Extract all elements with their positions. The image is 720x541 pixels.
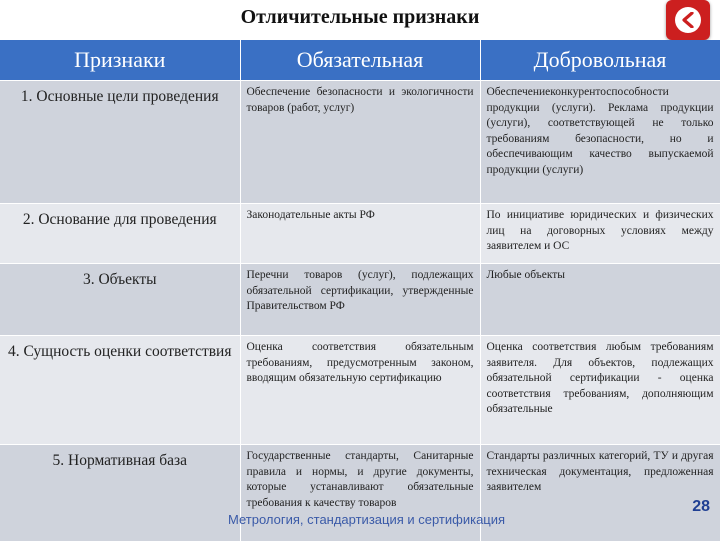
mandatory-cell: Перечни товаров (услуг), подлежащих обязательной сертификации, утвержденные Правительством РФ: [240, 264, 480, 336]
row-label: 1. Основные цели проведения: [0, 81, 240, 204]
row-label: 2. Основание для проведения: [0, 204, 240, 264]
row-label: 4. Сущность оценки соответствия: [0, 336, 240, 445]
header-features: Признаки: [0, 40, 240, 81]
voluntary-cell: Любые объекты: [480, 264, 720, 336]
voluntary-cell: Оценка соответствия любым требованиям заявителя. Для объектов, подлежащих обязательной сертификации - оценка соответствия требованиям, дополняющим обязательные: [480, 336, 720, 445]
back-button[interactable]: [666, 0, 710, 40]
table-header-row: [0, 40, 720, 81]
voluntary-cell: Обеспечениеконкурентоспособности продукции (услуги). Реклама продукции (услуги), соответствующей не только требованиям безопасности, но и обеспечивающим качество выпускаемой продукции (услуги): [480, 81, 720, 204]
row-label: 3. Объекты: [0, 264, 240, 336]
header-voluntary: Добровольная: [480, 40, 720, 81]
mandatory-cell: Обеспечение безопасности и экологичности товаров (работ, услуг): [240, 81, 480, 204]
table-row: [0, 336, 720, 445]
mandatory-cell: Государственные стандарты, Санитарные правила и нормы, и другие документы, которые устанавливают обязательные требования к качеству товаров: [240, 445, 480, 541]
chevron-left-icon: [675, 7, 701, 33]
voluntary-cell: По инициативе юридических и физических лиц на договорных условиях между заявителем и ОС: [480, 204, 720, 264]
mandatory-cell: Оценка соответствия обязательным требованиям, предусмотренным законом, вводящим обязательную сертификацию: [240, 336, 480, 445]
page-number: 28: [692, 498, 710, 515]
table-row: [0, 264, 720, 336]
header-mandatory: Обязательная: [240, 40, 480, 81]
page-title: Отличительные признаки: [240, 6, 480, 28]
mandatory-cell: Законодательные акты РФ: [240, 204, 480, 264]
voluntary-cell: Стандарты различных категорий, ТУ и другая техническая документация, предложенная заявителем: [480, 445, 720, 541]
row-label: 5. Нормативная база: [0, 445, 240, 541]
comparison-table: [0, 40, 720, 541]
footer-text: Метрология, стандартизация и сертификация: [228, 512, 506, 527]
table-row: [0, 81, 720, 204]
table-row: [0, 204, 720, 264]
